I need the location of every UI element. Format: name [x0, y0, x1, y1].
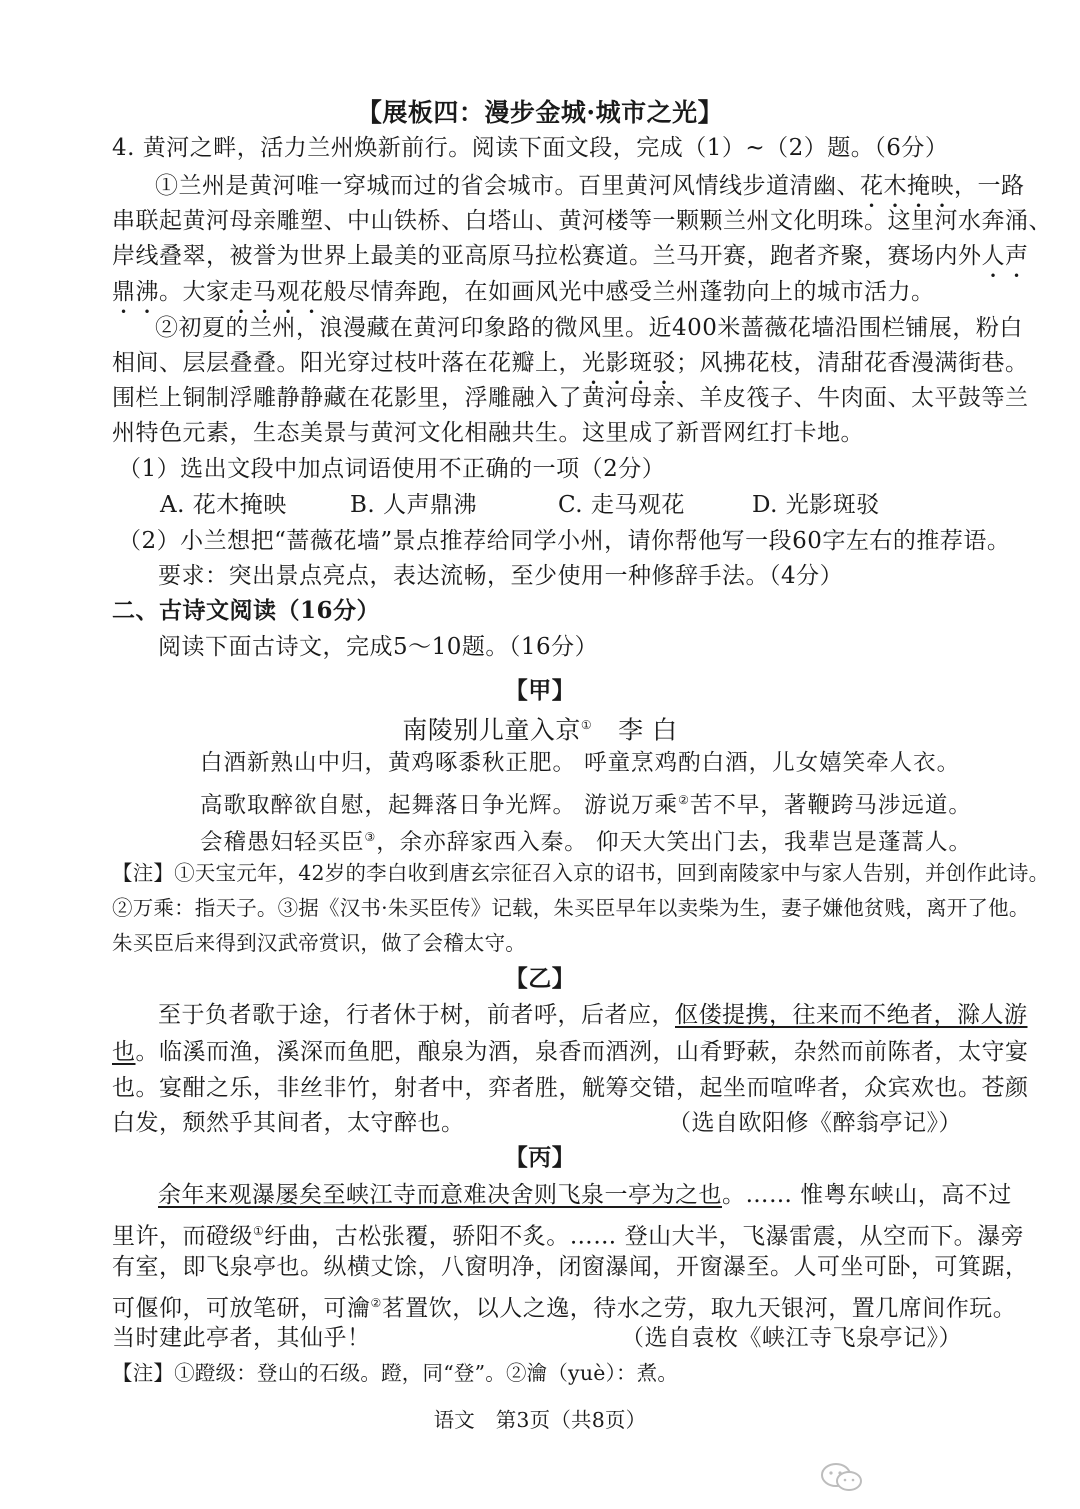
- dotted-term-b2: 鼎沸: [112, 279, 159, 305]
- q4-p1-line4: 鼎沸。大家走马观花般尽情奔跑，在如画风光中感受兰州蓬勃向上的城市活力。: [112, 279, 935, 305]
- jia-poem-line1: 白酒新熟山中归，黄鸡啄黍秋正肥。 呼童烹鸡酌白酒，儿女嬉笑牵人衣。: [200, 750, 961, 776]
- bing-label: 【丙】: [504, 1144, 576, 1171]
- underlined-sentence-yi: 伛偻提携，往来而不绝者，滁人游: [675, 1002, 1028, 1028]
- yi-line2: 也。临溪而渔，溪深而鱼肥，酿泉为酒，泉香而酒洌，山肴野蔌，杂然而前陈者，太守宴: [112, 1039, 1029, 1065]
- q4-p2-line4: 州特色元素，生态美景与黄河文化相融共生。这里成了新晋网红打卡地。: [112, 420, 864, 446]
- option-c: C. 走马观花: [558, 492, 685, 518]
- jia-note-2: ②万乘：指天子。③据《汉书·朱买臣传》记载，朱买臣早年以卖柴为生，妻子嫌他贫贱，离开了他。: [112, 896, 1030, 920]
- bing-note: 【注】①蹬级：登山的石级。蹬，同“登”。②瀹（yuè）：煮。: [112, 1361, 679, 1385]
- dotted-term-a: 花木掩映: [860, 173, 954, 199]
- q4-p1-line3: 岸线叠翠，被誉为世界上最美的亚高原马拉松赛道。兰马开赛，跑者齐聚，赛场内外人声: [112, 243, 1029, 269]
- section2-title: 二、古诗文阅读（16分）: [112, 597, 381, 624]
- yi-source: （选自欧阳修《醉翁亭记》）: [668, 1110, 962, 1136]
- bing-line4: 可偃仰，可放笔研，可瀹②茗置饮，以人之逸，待水之劳，取九天银河，置几席间作玩。: [112, 1295, 1017, 1322]
- option-d: D. 光影斑驳: [752, 492, 880, 518]
- q4-p1-line1: ①兰州是黄河唯一穿城而过的省会城市。百里黄河风情线步道清幽、花木掩映，一路: [155, 173, 1025, 199]
- page-footer: 语文 第3页（共8页）: [433, 1408, 647, 1432]
- q4-p1-line2: 串联起黄河母亲雕塑、中山铁桥、白塔山、黄河楼等一颗颗兰州文化明珠。这里河水奔涌、: [112, 208, 1052, 234]
- yi-line1: 至于负者歌于途，行者休于树，前者呼，后者应，伛偻提携，往来而不绝者，滁人游: [158, 1002, 1028, 1028]
- dotted-term-c: 走马观花: [229, 279, 324, 305]
- section2-intro: 阅读下面古诗文，完成5～10题。（16分）: [158, 634, 599, 660]
- jia-poem-line2: 高歌取醉欲自慰，起舞落日争光辉。 游说万乘②苦不早，著鞭跨马涉远道。: [200, 792, 972, 819]
- jia-poem-title: 南陵别儿童入京① 李 白: [402, 715, 678, 745]
- bing-source: （选自袁枚《峡江寺飞泉亭记》）: [621, 1325, 962, 1351]
- underlined-sentence-bing: 余年来观瀑屡矣至峡江寺而意难决舍则飞泉一亭为之也: [158, 1182, 722, 1208]
- q4-sub1: （1）选出文段中加点词语使用不正确的一项（2分）: [118, 456, 666, 482]
- yi-label: 【乙】: [504, 965, 576, 992]
- dotted-term-d: 光影斑驳: [582, 350, 676, 376]
- jia-note-3: 朱买臣后来得到汉武帝赏识，做了会稽太守。: [112, 931, 526, 955]
- q4-stem: 4. 黄河之畔，活力兰州焕新前行。阅读下面文段，完成（1）~（2）题。（6分）: [112, 135, 949, 161]
- dotted-term-b1: 人声: [981, 243, 1029, 269]
- chat-bubble-watermark-icon: [818, 1462, 866, 1494]
- q4-sub2: （2）小兰想把“蔷薇花墙”景点推荐给同学小州，请你帮他写一段60字左右的推荐语。: [118, 528, 1011, 554]
- bing-line2: 里许，而磴级①纡曲，古松张覆，骄阳不炙。…… 登山大半，飞瀑雷震，从空而下。瀑旁: [112, 1223, 1025, 1250]
- jia-note-1: 【注】①天宝元年，42岁的李白收到唐玄宗征召入京的诏书，回到南陵家中与家人告别，并创作此诗。: [112, 861, 1050, 885]
- option-b: B. 人声鼎沸: [350, 492, 478, 518]
- q4-p2-line2: 相间、层层叠叠。阳光穿过枝叶落在花瓣上，光影斑驳；风拂花枝，清甜花香漫满街巷。: [112, 350, 1029, 376]
- bing-line3: 有室，即飞泉亭也。纵横丈馀，八窗明净，闭窗瀑闻，开窗瀑至。人可坐可卧，可箕踞，: [112, 1254, 1029, 1280]
- option-a: A. 花木掩映: [160, 492, 287, 518]
- yi-line3: 也。宴酣之乐，非丝非竹，射者中，弈者胜，觥筹交错，起坐而喧哗者，众宾欢也。苍颜: [112, 1075, 1029, 1101]
- jia-author: 李 白: [618, 715, 678, 745]
- jia-label: 【甲】: [504, 677, 576, 704]
- q4-requirement: 要求：突出景点亮点，表达流畅，至少使用一种修辞手法。（4分）: [158, 563, 844, 589]
- bing-line1: 余年来观瀑屡矣至峡江寺而意难决舍则飞泉一亭为之也。…… 惟粤东峡山，高不过: [158, 1182, 1012, 1208]
- jia-poem-line3: 会稽愚妇轻买臣③，余亦辞家西入秦。 仰天大笑出门去，我辈岂是蓬蒿人。: [200, 829, 972, 856]
- bing-line5: 当时建此亭者，其仙乎！: [112, 1325, 371, 1351]
- board-title: 【展板四：漫步金城·城市之光】: [356, 98, 724, 127]
- yi-line4: 白发，颓然乎其间者，太守醉也。: [112, 1110, 465, 1136]
- q4-p2-line3: 围栏上铜制浮雕静静藏在花影里，浮雕融入了黄河母亲、羊皮筏子、牛肉面、太平鼓等兰: [112, 385, 1029, 411]
- q4-p2-line1: ②初夏的兰州，浪漫藏在黄河印象路的微风里。近400米蔷薇花墙沿围栏铺展，粉白: [155, 315, 1023, 341]
